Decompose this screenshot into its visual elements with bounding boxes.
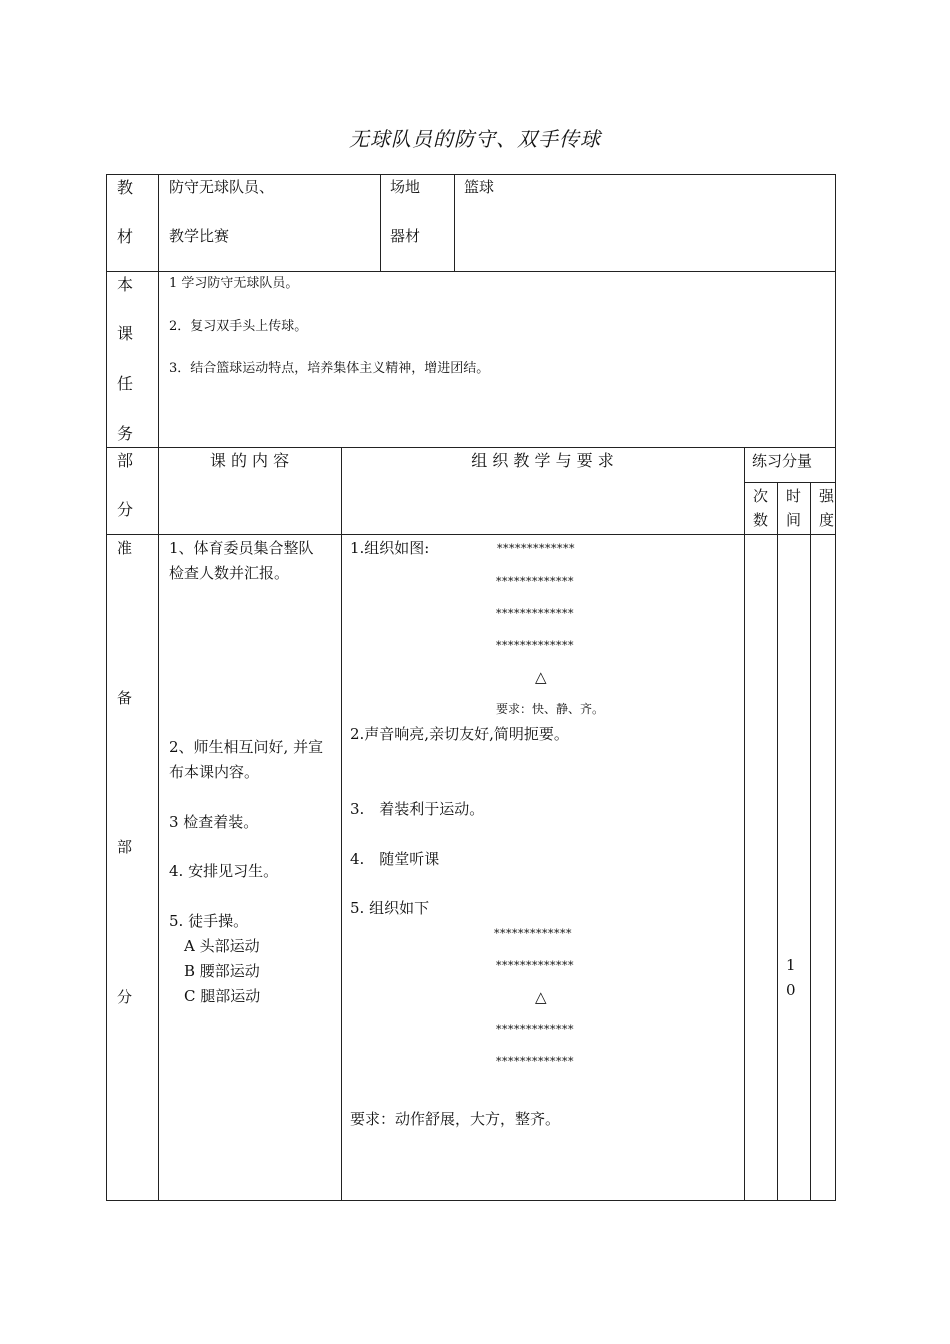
jiaocai-value-1: 防守无球队员、 (169, 178, 275, 196)
org-item-3: 3. 着装利于运动。 (350, 800, 485, 818)
formation-row: ************* (494, 927, 572, 940)
col-divider (380, 174, 381, 271)
content-item-5b: B 腰部运动 (184, 962, 260, 980)
task-item-3: 3．结合篮球运动特点，培养集体主义精神，增进团结。 (169, 361, 490, 376)
org-requirement-2: 要求：动作舒展，大方，整齐。 (350, 1110, 561, 1128)
content-item-3: 3 检查着装。 (169, 813, 259, 831)
row-divider (106, 447, 836, 448)
table-border-top (106, 174, 836, 175)
col-divider (341, 447, 342, 1201)
org-item-2: 2.声音响亮,亲切友好,简明扼要。 (350, 725, 569, 743)
col-divider (158, 174, 159, 1201)
row-divider (106, 271, 836, 272)
content-item-5a: A 头部运动 (184, 937, 260, 955)
formation-row: ************* (496, 1023, 574, 1036)
intensity-header-2: 度 (819, 511, 835, 529)
practice-header: 练习分量 (752, 452, 813, 470)
col-divider (777, 482, 778, 1201)
tasks-label-2: 课 (117, 324, 134, 343)
formation-row: ************* (496, 1055, 574, 1068)
table-border-bottom (106, 1200, 836, 1201)
prep-label-1: 准 (117, 539, 133, 557)
count-header-1: 次 (753, 487, 769, 505)
content-item-2-line-2: 布本课内容。 (169, 763, 260, 781)
changdi-value: 篮球 (464, 178, 495, 196)
intensity-header-1: 强 (819, 487, 835, 505)
prep-time-digit-1: 1 (786, 956, 796, 974)
teacher-triangle-icon: △ (535, 668, 547, 686)
formation-row: ************* (497, 542, 575, 555)
jiaocai-label-1: 教 (117, 178, 134, 197)
org-item-4: 4. 随堂听课 (350, 850, 440, 868)
col-divider (454, 174, 455, 271)
prep-time-digit-2: 0 (786, 981, 796, 999)
table-border-left (106, 174, 107, 1201)
tasks-label-3: 任 (117, 374, 134, 393)
page-title: 无球队员的防守、双手传球 (349, 127, 601, 151)
content-item-1-line-2: 检查人数并汇报。 (169, 564, 290, 582)
content-item-2-line-1: 2、师生相互问好, 并宣 (169, 738, 324, 756)
time-header-2: 间 (786, 511, 802, 529)
content-header: 课 的 内 容 (209, 451, 290, 470)
changdi-label-1: 场地 (390, 178, 421, 196)
formation-row: ************* (496, 575, 574, 588)
prep-label-3: 部 (117, 838, 133, 856)
col-divider (744, 447, 745, 1201)
org-requirement-1: 要求：快、静、齐。 (496, 702, 605, 716)
col-divider (810, 482, 811, 1201)
org-item-5: 5. 组织如下 (350, 899, 430, 917)
prep-label-2: 备 (117, 689, 133, 707)
changdi-label-2: 器材 (390, 227, 421, 245)
org-item-1: 1.组织如图: (350, 539, 430, 557)
content-item-5: 5. 徒手操。 (169, 912, 249, 930)
content-item-4: 4. 安排见习生。 (169, 862, 279, 880)
part-header-1: 部 (117, 451, 134, 470)
part-header-2: 分 (117, 500, 134, 519)
organization-header: 组 织 教 学 与 要 求 (471, 451, 614, 470)
tasks-label-1: 本 (117, 275, 134, 294)
content-item-1-line-1: 1、体育委员集合整队 (169, 539, 314, 557)
time-header-1: 时 (786, 487, 802, 505)
row-divider (744, 482, 836, 483)
row-divider (106, 534, 836, 535)
task-item-2: 2．复习双手头上传球。 (169, 319, 308, 334)
formation-row: ************* (496, 639, 574, 652)
formation-row: ************* (496, 959, 574, 972)
jiaocai-value-2: 教学比赛 (169, 227, 230, 245)
prep-label-4: 分 (117, 988, 133, 1006)
tasks-label-4: 务 (117, 424, 134, 443)
formation-row: ************* (496, 607, 574, 620)
jiaocai-label-2: 材 (117, 227, 134, 246)
table-border-right (835, 174, 836, 1201)
count-header-2: 数 (753, 511, 769, 529)
teacher-triangle-icon: △ (535, 988, 547, 1006)
content-item-5c: C 腿部运动 (184, 987, 261, 1005)
task-item-1: 1 学习防守无球队员。 (169, 276, 299, 291)
